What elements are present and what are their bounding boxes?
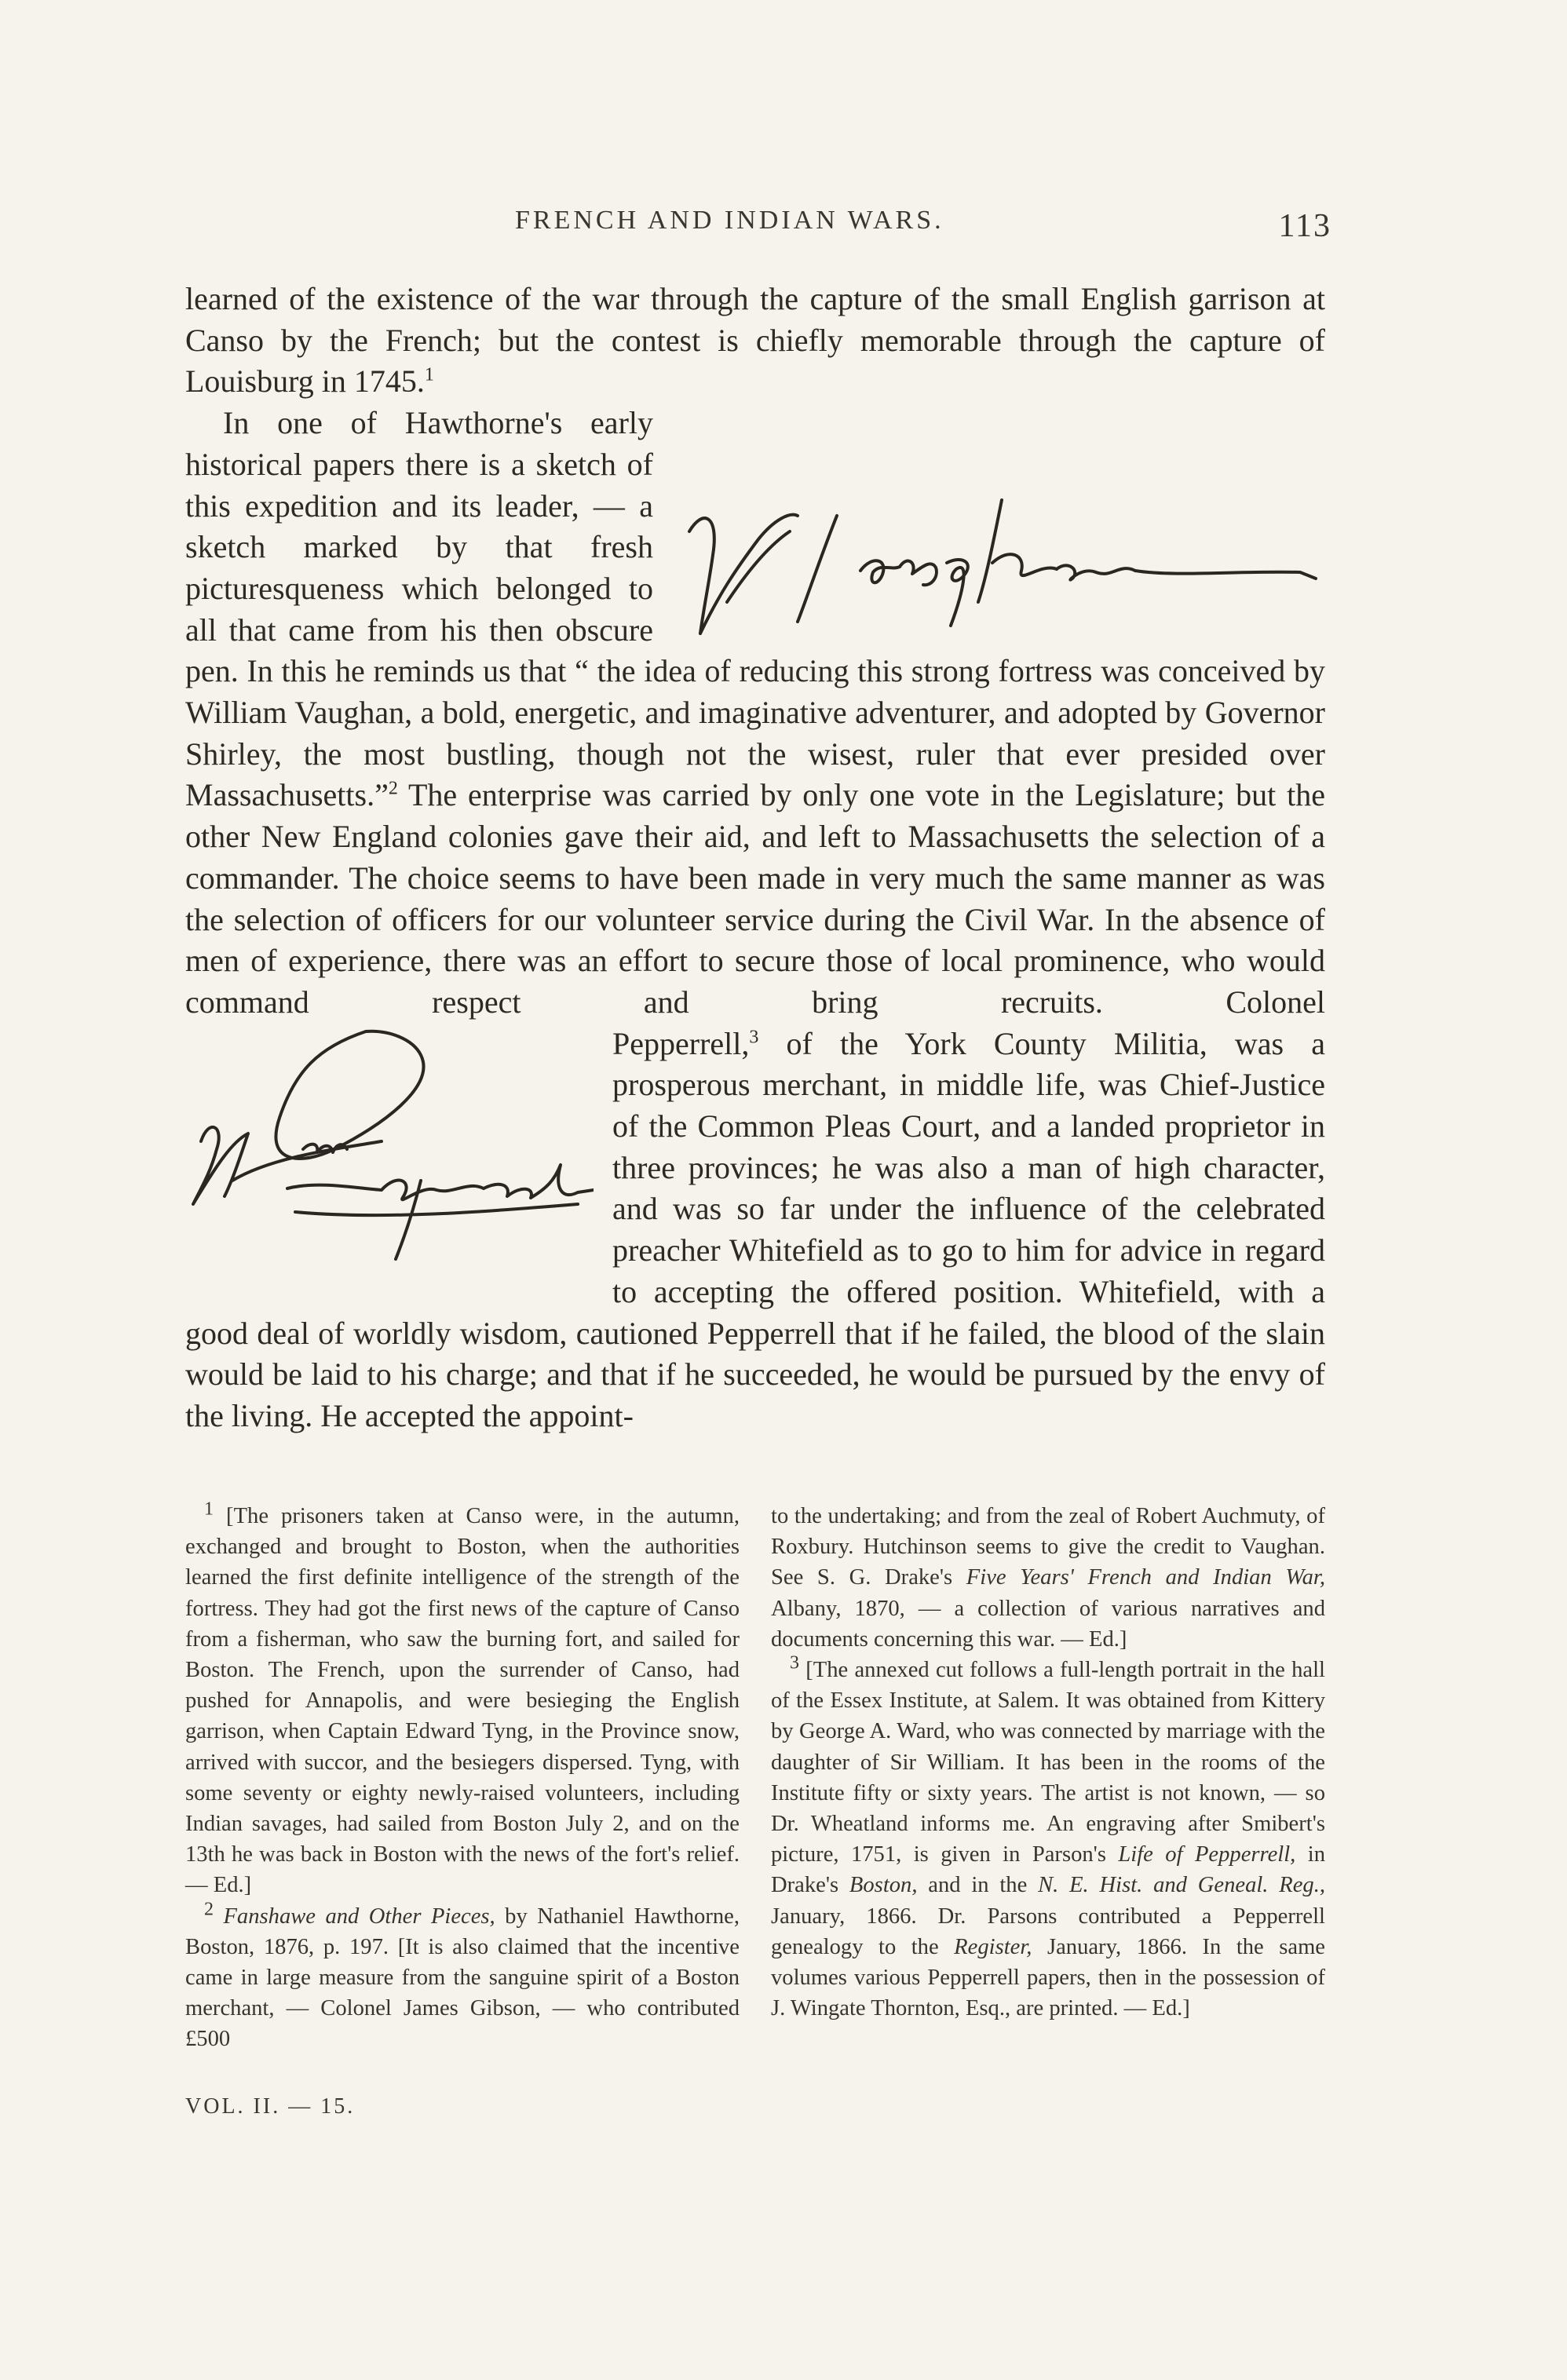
footnote-3-book-4: Register, xyxy=(954,1934,1032,1959)
footnote-3-mark: 3 xyxy=(790,1652,799,1674)
footnote-2-mark: 2 xyxy=(204,1899,214,1920)
footnotes-left-column xyxy=(185,1498,740,2119)
footnote-3-text-a: [The annexed cut follows a full-length portrait in the hall of the Essex Institute, at Salem. It was obtained from Kittery by George A. Ward, who was connected by marriage with the daughter of Sir William. It has been in the rooms of the Institute fifty or sixty years. The artist is not known, — so Dr. Wheatland informs me. An engraving after Smibert's picture, 1751, is given in Parson's xyxy=(771,1658,1325,1867)
vaughan-signature xyxy=(672,484,1325,641)
running-head xyxy=(185,206,1331,253)
footnote-3-text-b: in Drake's xyxy=(771,1842,1326,1898)
footnote-3-book-3: N. E. Hist. and Geneal. Reg., xyxy=(1038,1873,1325,1898)
footnote-1-text: [The prisoners taken at Canso were, in the autumn, exchanged and brought to Boston, when the authorities learned the first definite intelligence of the strength of the fortress. They had got the first news of the capture of Canso from a fisherman, who saw the burning fort, and sailed for Boston. The French, upon the surrender of Canso, had pushed for Annapolis, and were besieging the English garrison, when Captain Edward Tyng, in the Province snow, arrived with succor, and the besiegers dispersed. Tyng, with some seventy or eighty newly-raised volunteers, including Indian savages, had sailed from Boston July 2, and on the 13th he was back in Boston with the news of the fort's relief. — Ed.] xyxy=(185,1504,740,1898)
footnote-2-continued xyxy=(771,1501,1325,1655)
footnote-3 xyxy=(771,1652,1326,2024)
footnote-1-mark: 1 xyxy=(204,1498,214,1520)
footnotes xyxy=(185,1498,1326,2119)
paragraph-1 xyxy=(185,279,1325,403)
paragraph-1-text: learned of the existence of the war through the capture of the small English garrison at Canso by the French; but the contest is chiefly memorable through the capture of Louisburg in 1745. xyxy=(185,281,1325,400)
signature-mark: VOL. II. — 15. xyxy=(185,2094,356,2119)
paragraph-2 xyxy=(185,403,1325,1437)
footnote-ref-3: 3 xyxy=(749,1027,759,1048)
pepperrell-signature-graphic xyxy=(185,1024,594,1273)
footnote-3-book-2: Boston, xyxy=(849,1873,918,1898)
footnote-3-text-c: and in the xyxy=(917,1873,1039,1898)
body-text xyxy=(185,279,1325,1437)
footnote-2-title: Fanshawe and Other Pieces, xyxy=(223,1904,495,1929)
footnote-2-end: Albany, 1870, — a collection of various narratives and documents concerning this war. — Ed.] xyxy=(771,1596,1325,1652)
footnote-2 xyxy=(185,1901,740,2055)
running-head-title: FRENCH AND INDIAN WARS. xyxy=(515,206,944,235)
vaughan-signature-graphic xyxy=(672,484,1325,641)
footnote-3-text-d: January, 1866. Dr. Parsons contributed a Pepperrell genealogy to the xyxy=(771,1904,1325,1959)
footnote-ref-2: 2 xyxy=(388,779,398,800)
page-number: 113 xyxy=(1278,208,1331,244)
footnote-ref-1: 1 xyxy=(424,365,434,386)
paragraph-2-text-c: of the York County Militia, was a prosperous merchant, in middle life, was Chief-Justice of the Common Pleas Court, and a landed proprietor in three provinces; he was also a man of high character, and was so far under the influence of the celebrated preacher Whitefield as to go to him for advice in regard to accepting the offered position. Whitefield, with a good deal of worldly wisdom, cautioned Pepperrell that if he failed, the blood of the slain would be laid to his charge; and that if he succeeded, he would be pursued by the envy of the living. He accepted the appoint- xyxy=(185,1025,1325,1433)
paragraph-2-text-b: The enterprise was carried by only one vote in the Legislature; but the other New England colonies gave their aid, and left to Massachusetts the selection of a commander. The choice seems to have been made in very much the same manner as was the selection of officers for our volunteer service during the Civil War. In the absence of men of experience, there was an effort to secure those of local prominence, who would command respect and bring recruits. Colonel Pepperrell, xyxy=(185,777,1325,1061)
footnote-1 xyxy=(185,1498,740,1901)
pepperrell-signature xyxy=(185,1024,594,1273)
footnote-2-cont-text: to the undertaking; and from the zeal of Robert Auchmuty, of Roxbury. Hutchinson seems to give the credit to Vaughan. See S. G. Drake's xyxy=(771,1504,1325,1590)
footnote-3-book-1: Life of Pepperrell, xyxy=(1118,1842,1296,1867)
paragraph-2-text-a: In one of Hawthorne's early historical papers there is a sketch of this expedition and its leader, — a sketch marked by that fresh picturesqueness which belonged to all that came from his then obscure pen. In this he reminds us that “ the idea of reducing this strong fortress was conceived by William Vaughan, a bold, energetic, and imaginative adventurer, and adopted by Governor Shirley, the most bustling, though not the wisest, ruler that ever presided over Massachusetts.” xyxy=(185,405,1325,813)
footnote-3-text-e: January, 1866. In the same volumes various Pepperrell papers, then in the possession of J. Wingate Thornton, Esq., are printed. — Ed.] xyxy=(771,1934,1325,2021)
footnote-2-book: Five Years' French and Indian War, xyxy=(966,1565,1325,1590)
footnote-2-text: by Nathaniel Hawthorne, Boston, 1876, p. 197. [It is also claimed that the incentive came in large measure from the sanguine spirit of a Boston merchant, — Colonel James Gibson, — who contributed £500 xyxy=(185,1904,740,2052)
footnotes-right-column xyxy=(771,1501,1325,2024)
